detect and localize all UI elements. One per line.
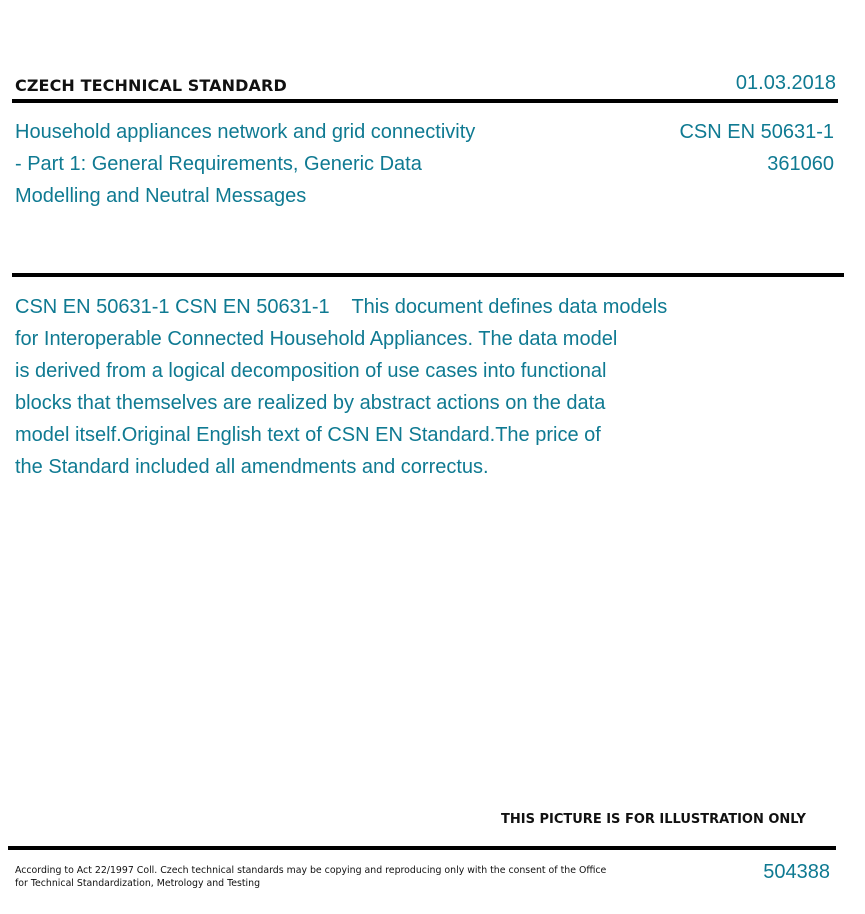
title-divider	[12, 273, 844, 277]
abstract	[15, 291, 755, 483]
header-title: CZECH TECHNICAL STANDARD	[15, 76, 287, 95]
publication-date: 01.03.2018	[735, 72, 836, 94]
document-identifiers	[679, 116, 834, 180]
abstract-line: blocks that themselves are realized by abstract actions on the data	[15, 392, 606, 414]
document-title	[15, 116, 535, 212]
standard-code: CSN EN 50631-1	[679, 121, 834, 143]
document-title-line: - Part 1: General Requirements, Generic Data	[15, 153, 422, 175]
illustration-disclaimer: THIS PICTURE IS FOR ILLUSTRATION ONLY	[501, 812, 806, 827]
abstract-line: CSN EN 50631-1 CSN EN 50631-1 This document defines data models	[15, 296, 668, 318]
header-divider	[12, 99, 838, 103]
legal-notice-line: for Technical Standardization, Metrology and Testing	[15, 878, 261, 889]
abstract-line: for Interoperable Connected Household Appliances. The data model	[15, 328, 618, 350]
footer-divider	[8, 846, 836, 850]
class-number: 361060	[767, 153, 834, 175]
legal-notice	[15, 864, 607, 890]
abstract-line: is derived from a logical decomposition of use cases into functional	[15, 360, 607, 382]
abstract-line: model itself.Original English text of CSN EN Standard.The price of	[15, 424, 601, 446]
document-title-line: Modelling and Neutral Messages	[15, 185, 307, 207]
document-title-line: Household appliances network and grid connectivity	[15, 121, 476, 143]
abstract-line: the Standard included all amendments and correctus.	[15, 456, 489, 478]
legal-notice-line: According to Act 22/1997 Coll. Czech technical standards may be copying and reproducing only with the consent of the Office	[15, 865, 607, 876]
catalog-number: 504388	[763, 861, 830, 883]
